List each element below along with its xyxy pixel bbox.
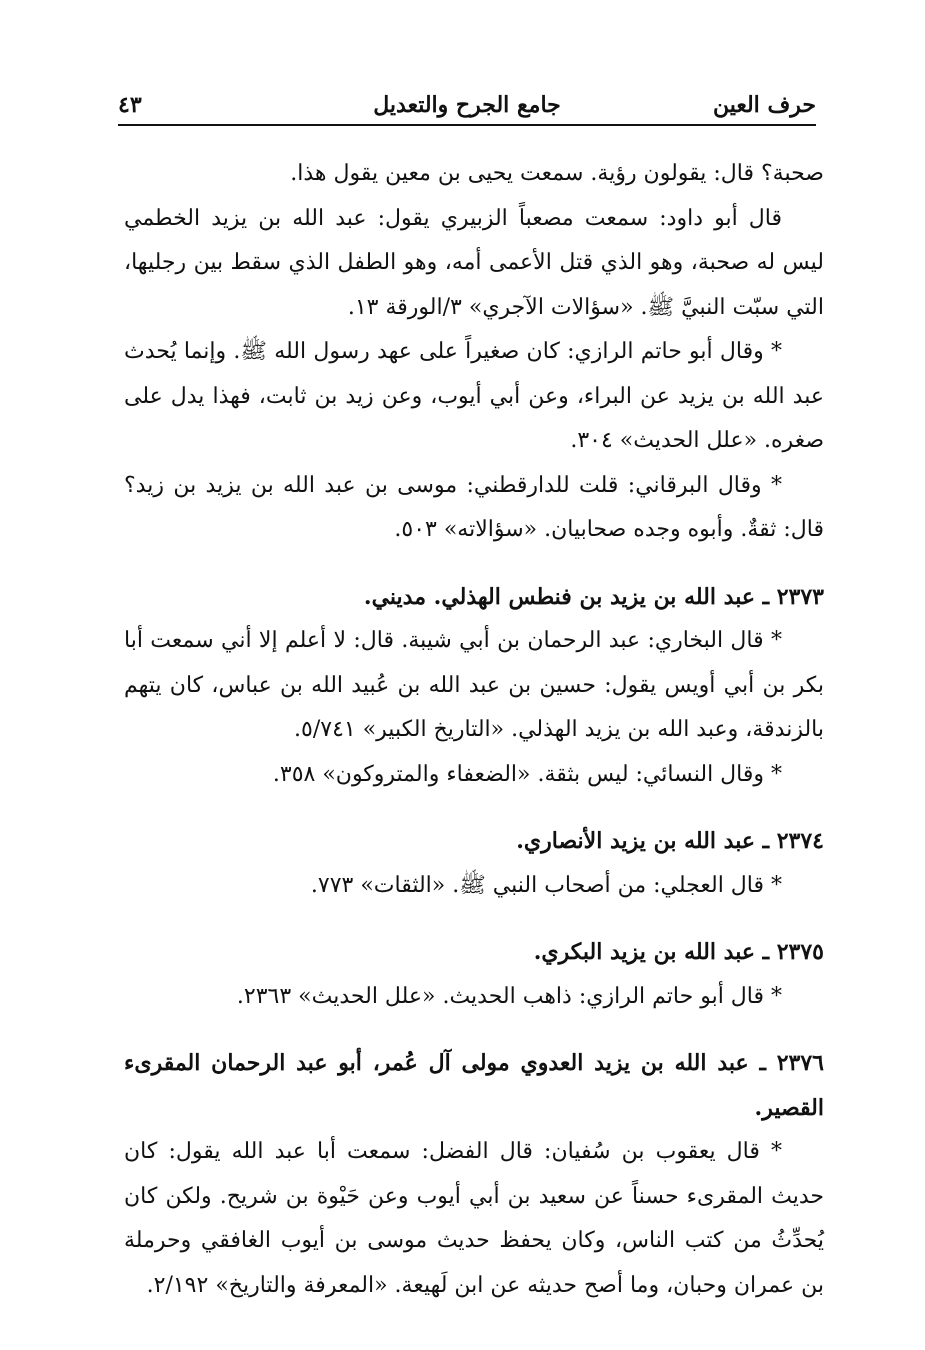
- body-paragraph: * وقال البرقاني: قلت للدارقطني: موسى بن عبد الله بن يزيد بن زيد؟ قال: ثقةٌ. وأبوه وجده صحابيان. «سؤالاته» ٥٠٣.: [124, 472, 824, 542]
- body-paragraph: * وقال النسائي: ليس بثقة. «الضعفاء والمتروكون» ٣٥٨.: [272, 761, 782, 787]
- entry-spacer: [124, 797, 824, 819]
- book-title: جامع الجرح والتعديل: [373, 92, 561, 118]
- body-paragraph: قال أبو داود: سمعت مصعباً الزبيري يقول: عبد الله بن يزيد الخطمي ليس له صحبة، وهو الذي قتل الأعمى أمه، وهو الطفل الذي سقط بين رجليها، التي سبّت النبيَّ ﷺ. «سؤالات الآجري» ٣/الورقة ١٣.: [124, 205, 824, 320]
- entry-heading: ٢٣٧٣ ـ عبد الله بن يزيد بن فنطس الهذلي. مديني.: [363, 583, 824, 610]
- entry-spacer: [124, 908, 824, 930]
- body-paragraph: * قال يعقوب بن سُفيان: قال الفضل: سمعت أبا عبد الله يقول: كان حديث المقرىء حسناً عن سعيد بن أبي أيوب وعن حَيْوة بن شريح. ولكن كان يُحدِّثُ من كتب الناس، وكان يحفظ حديث موسى بن أيوب الغافقي وحرملة بن عمران وحبان، وما أصح حديثه عن ابن لَهيعة. «المعرفة والتاريخ» ٢/١٩٢.: [124, 1139, 824, 1298]
- page-body: [124, 152, 824, 1308]
- page-number: ٤٣: [118, 92, 142, 118]
- body-paragraph: صحبة؟ قال: يقولون رؤية. سمعت يحيى بن معين يقول هذا.: [290, 161, 824, 186]
- entry-spacer: [124, 1019, 824, 1041]
- body-paragraph: * قال أبو حاتم الرازي: ذاهب الحديث. «علل الحديث» ٢٣٦٣.: [236, 983, 782, 1009]
- entry-heading: ٢٣٧٤ ـ عبد الله بن يزيد الأنصاري.: [516, 828, 824, 854]
- entry-heading: ٢٣٧٦ ـ عبد الله بن يزيد العدوي مولى آل عُمر، أبو عبد الرحمان المقرىء القصير.: [124, 1050, 824, 1121]
- body-paragraph: * وقال أبو حاتم الرازي: كان صغيراً على عهد رسول الله ﷺ. وإنما يُحدث عبد الله بن يزيد عن البراء، وعن أبي أيوب، وعن زيد بن ثابت، فهذا يدل على صغره. «علل الحديث» ٣٠٤.: [124, 339, 824, 453]
- body-paragraph: * قال البخاري: عبد الرحمان بن أبي شيبة. قال: لا أعلم إلا أني سمعت أبا بكر بن أبي أويس يقول: حسين بن عبد الله بن عُبيد الله بن عباس، كان يتهم بالزندقة، وعبد الله بن يزيد الهذلي. «التاريخ الكبير» ٥/٧٤١.: [124, 628, 824, 742]
- running-header: [118, 88, 816, 124]
- header-rule: [118, 124, 816, 126]
- entry-heading: ٢٣٧٥ ـ عبد الله بن يزيد البكري.: [533, 939, 824, 965]
- section-title: حرف العين: [712, 92, 816, 118]
- body-paragraph: * قال العجلي: من أصحاب النبي ﷺ. «الثقات» ٧٧٣.: [310, 872, 782, 898]
- entry-spacer: [124, 553, 824, 575]
